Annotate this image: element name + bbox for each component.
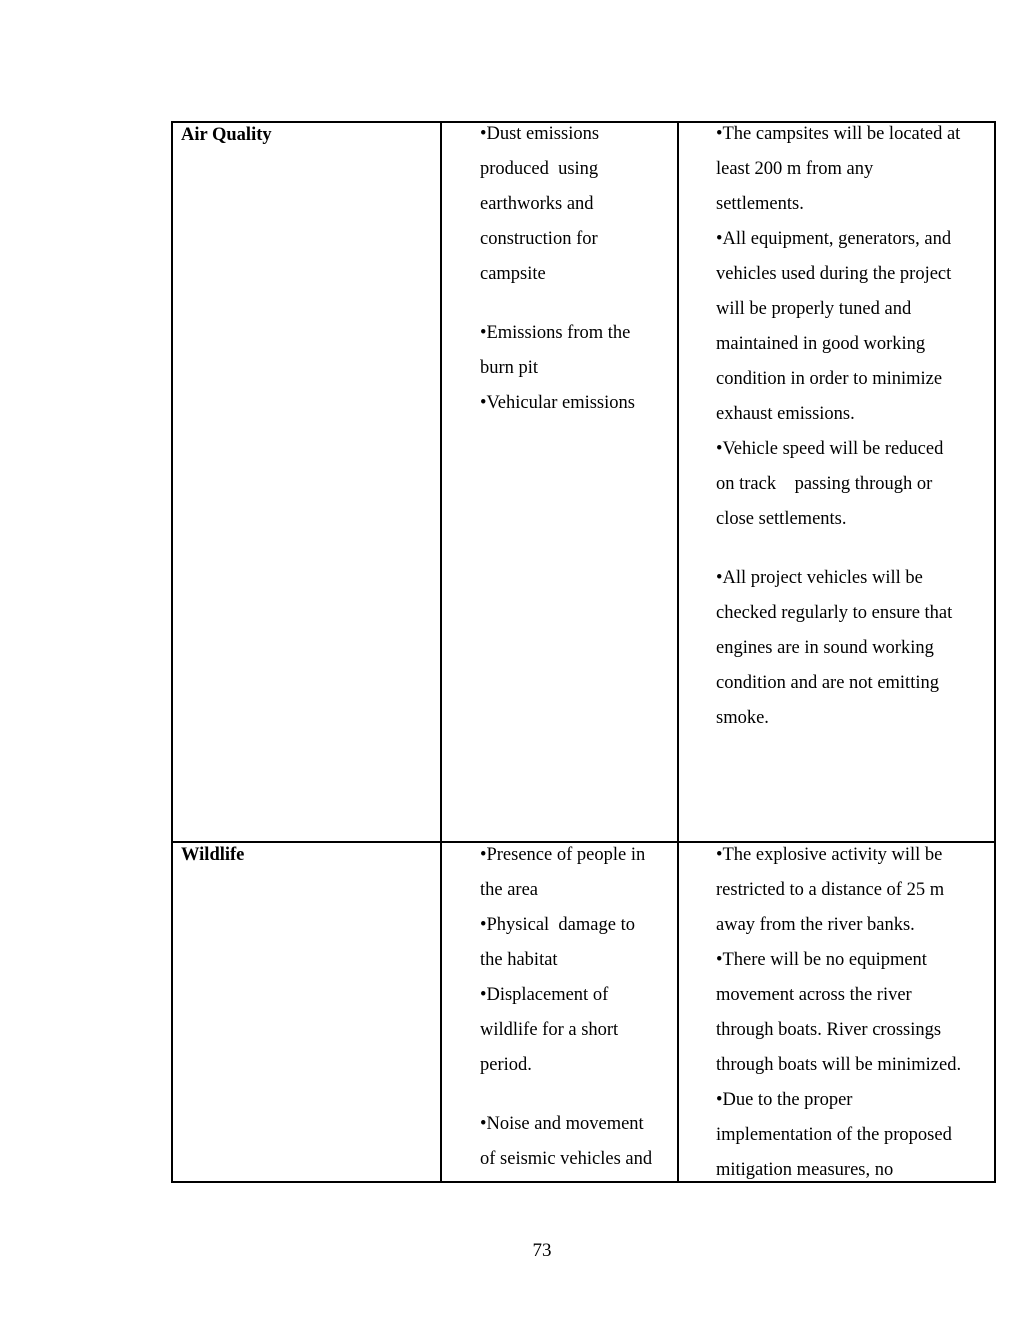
impact-item: •Displacement of wildlife for a short period.: [480, 985, 619, 1075]
mitigation-item: •Due to the proper implementation of the proposed mitigation measures, no: [716, 1090, 952, 1180]
impact-item: •Vehicular emissions: [480, 393, 635, 413]
impact-item: •Dust emissions produced using earthworks and construction for campsite: [480, 124, 600, 284]
impact-item: •Noise and movement of seismic vehicles and: [480, 1114, 653, 1169]
mitigation-item: •All project vehicles will be checked regularly to ensure that engines are in sound working condition and are not emitting smoke.: [716, 568, 953, 728]
mitigation-item: •The explosive activity will be restricted to a distance of 25 m away from the river banks.: [716, 845, 945, 935]
mitigation-item: •All equipment, generators, and vehicles used during the project will be properly tuned and maintained in good working condition in order to minimize exhaust emissions.: [716, 229, 952, 424]
impact-item: •Physical damage to the habitat: [480, 915, 635, 970]
mitigations-air-quality: [716, 117, 992, 736]
mitigation-item: •Vehicle speed will be reduced on track passing through or close settlements.: [716, 439, 944, 529]
page-number: 73: [532, 1240, 552, 1261]
impact-item: •Presence of people in the area: [480, 845, 646, 900]
impact-item: •Emissions from the burn pit: [480, 323, 631, 378]
impacts-wildlife: [480, 838, 676, 1177]
mitigation-item: •There will be no equipment movement across the river through boats. River crossings through boats will be minimized.: [716, 950, 962, 1075]
impacts-air-quality: [480, 117, 676, 421]
aspect-air-quality: Air Quality: [181, 125, 272, 145]
mitigation-item: •The campsites will be located at least 200 m from any settlements.: [716, 124, 961, 214]
aspect-wildlife: Wildlife: [181, 845, 245, 865]
mitigations-wildlife: [716, 838, 992, 1188]
